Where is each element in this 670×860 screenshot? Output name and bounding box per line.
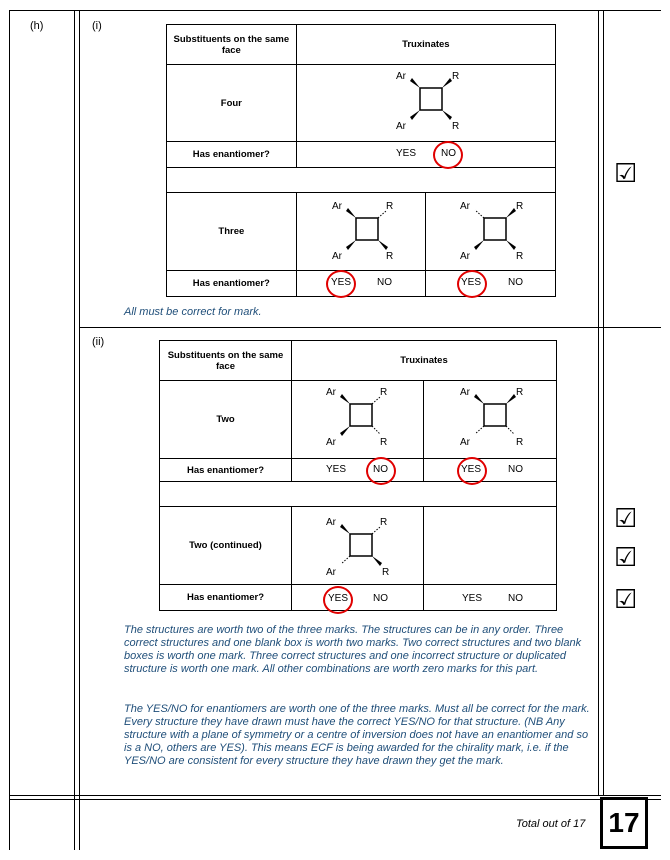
total-box [600,797,648,849]
subpart-ii-label: (ii) [92,336,105,348]
two-a-yes: YES [326,464,347,475]
four-no-circle [433,141,463,169]
table1-col1-header: Substituents on the same face [167,25,297,65]
svg-text:Ar: Ar [396,121,406,132]
svg-text:R: R [386,201,394,212]
cyclobutane-three-a-icon [316,196,416,272]
cyclobutane-two-a-icon [310,384,410,460]
cyclobutane-two-b-icon [444,384,544,460]
cyclobutane-three-b-icon [444,196,544,272]
three-a-no: NO [377,277,392,288]
svg-text:Ar: Ar [326,567,336,578]
table2-col1-header: Substituents on the same face [160,341,292,381]
svg-text:R: R [516,387,524,398]
three-a-yes-circle [326,270,356,298]
bottom-rule-b [9,799,661,800]
row-four-label: Four [167,65,297,142]
two-b-yes-circle [457,457,487,485]
left-border [9,10,10,850]
mark-tick-icon-4: ☑ [614,584,638,614]
note-ii-structures: The structures are worth two of the three marks. The structures can be in any order. Three correct structures and one blank box is worth two marks. Two correct structures and two blank boxes is worth one mark. Three correct structures and one incorrect structure or duplicated structure is worth one mark. All other combinations are worth zero marks for this part. [124,624,582,675]
table2-col2-header: Truxinates [291,341,556,381]
cont-b-yes: YES [462,593,483,604]
divider-i-ii [79,327,661,328]
three-b-yes: YES [461,277,482,288]
three-b-no: NO [508,277,523,288]
svg-text:R: R [380,437,388,448]
svg-text:R: R [452,71,460,82]
mark-col-border-a [598,10,599,795]
svg-text:Ar: Ar [326,387,336,398]
two-b-yes: YES [461,464,482,475]
row-two-cont-label: Two (continued) [160,507,292,585]
label-col-border-b [79,10,80,850]
table2-enantiomer-label-cont: Has enantiomer? [160,585,292,611]
part-label: (h) [30,20,44,32]
mark-tick-icon-2: ☑ [614,503,638,533]
mark-col-border-b [603,10,604,795]
two-a-no-circle [366,457,396,485]
svg-text:R: R [516,201,524,212]
cont-a-yes-circle [323,586,353,614]
top-border [9,10,661,11]
total-value: 17 [608,807,640,838]
cont-b-no: NO [508,593,523,604]
svg-text:Ar: Ar [460,201,470,212]
four-yes: YES [396,148,417,159]
structure-cont-b-empty [424,507,557,585]
svg-text:Ar: Ar [326,437,336,448]
row-two-label: Two [160,381,292,459]
svg-text:R: R [516,437,524,448]
two-a-no: NO [373,464,388,475]
cont-a-no: NO [373,593,388,604]
svg-text:Ar: Ar [460,387,470,398]
cyclobutane-cont-a-icon [310,512,410,588]
table1-enantiomer-label-three: Has enantiomer? [167,271,297,297]
note-ii-enantiomers: The YES/NO for enantiomers are worth one of the three marks. Must all be correct for the mark. Every structure they have drawn must have the correct YES/NO for that structure. (NB Any structure with a plane of symmetry or a centre of inversion does not have an enantiomer and so is a NO, others are YES). This means ECF is being awarded for the chirality mark, i.e. if the YES/NO are consistent for every structure they have drawn they get the mark. [124,703,590,767]
table2-enantiomer-label-two: Has enantiomer? [160,459,292,482]
svg-text:R: R [382,567,390,578]
svg-text:R: R [516,251,524,262]
svg-text:R: R [380,517,388,528]
svg-text:Ar: Ar [332,251,342,262]
svg-text:Ar: Ar [326,517,336,528]
two-b-no: NO [508,464,523,475]
svg-text:Ar: Ar [460,437,470,448]
cyclobutane-four-icon [380,64,480,140]
mark-tick-icon-1: ☑ [614,158,638,188]
three-b-yes-circle [457,270,487,298]
svg-text:R: R [452,121,460,132]
subpart-i-label: (i) [92,20,102,32]
mark-tick-icon-3: ☑ [614,542,638,572]
note-i: All must be correct for mark. [124,306,262,318]
ar-label: Ar [396,71,406,82]
four-no: NO [441,148,456,159]
svg-text:R: R [380,387,388,398]
table1-col2-header: Truxinates [296,25,555,65]
svg-text:Ar: Ar [332,201,342,212]
bottom-rule-a [9,795,661,796]
table1-enantiomer-label-four: Has enantiomer? [167,142,297,168]
cont-a-yes: YES [328,593,349,604]
svg-text:Ar: Ar [460,251,470,262]
label-col-border-a [74,10,75,850]
three-a-yes: YES [331,277,352,288]
row-three-label: Three [167,193,297,271]
svg-text:R: R [386,251,394,262]
total-label: Total out of 17 [516,818,586,830]
